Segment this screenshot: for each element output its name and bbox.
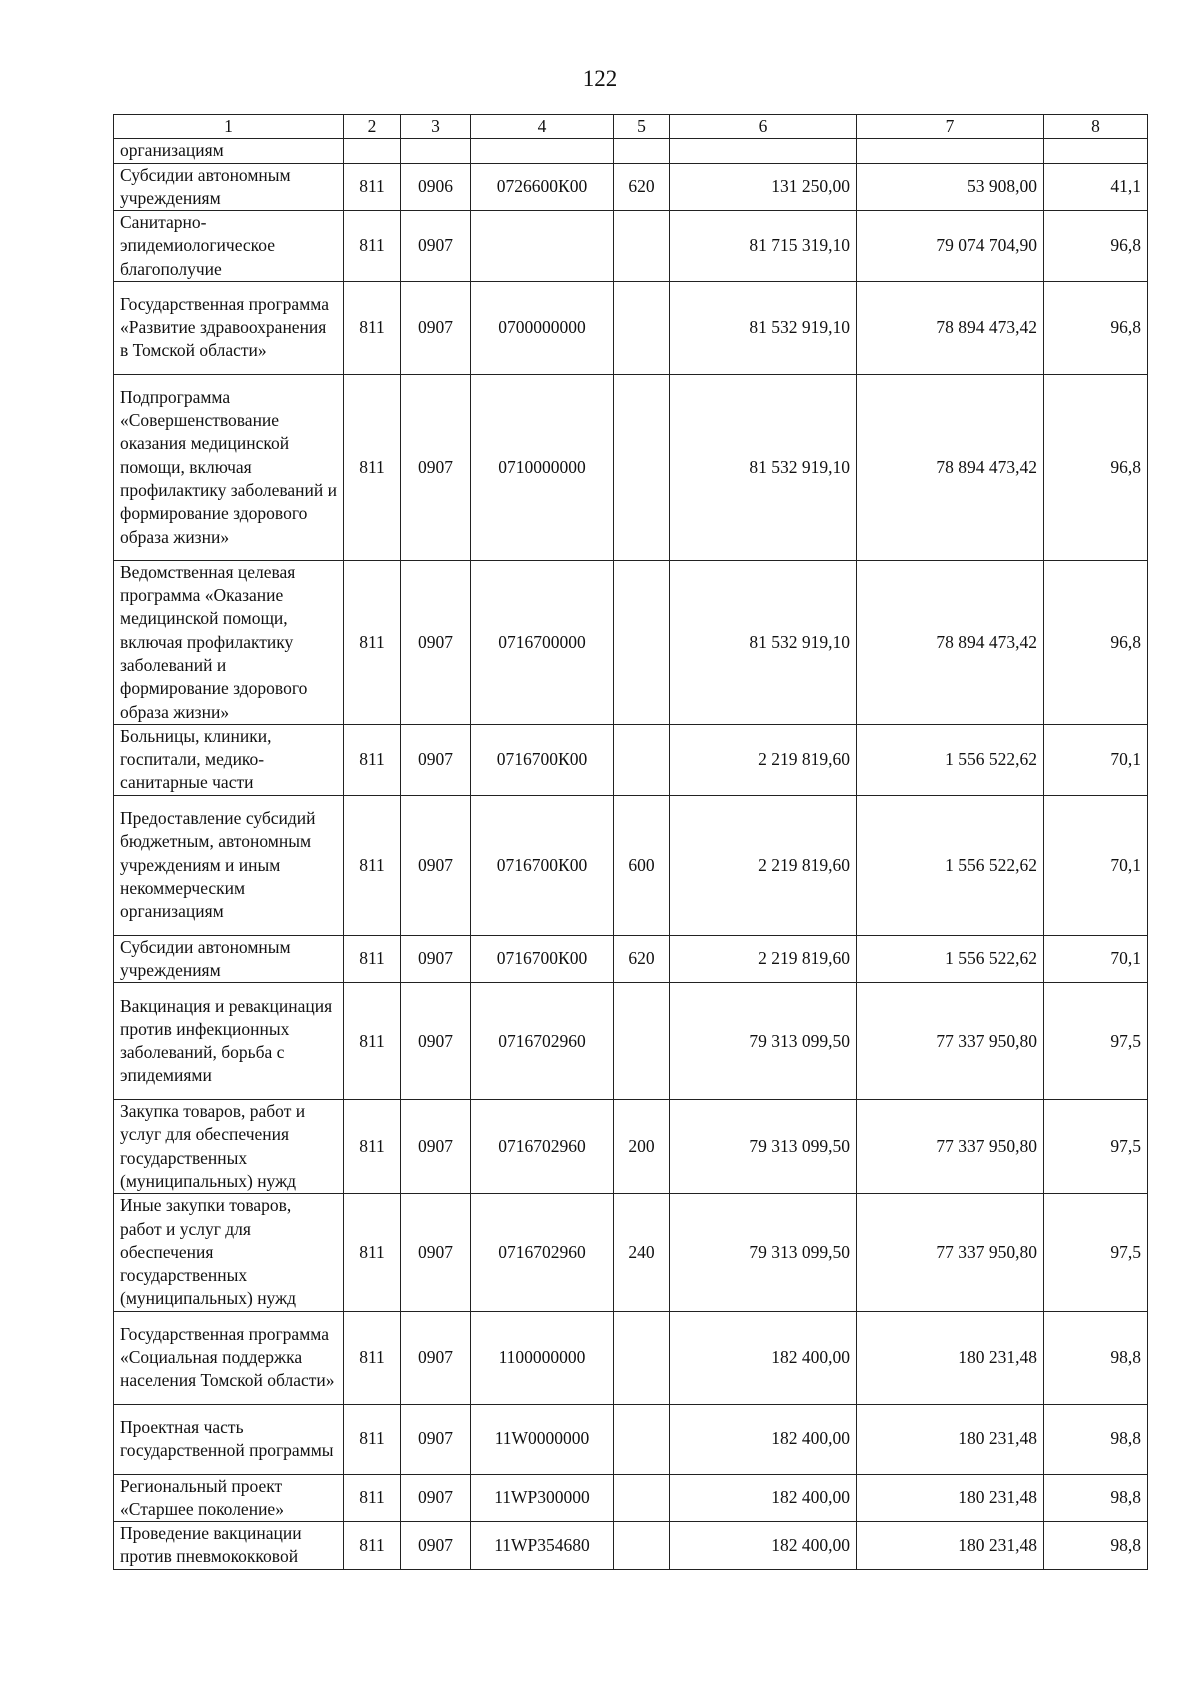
table-row	[114, 935, 1148, 983]
row-col-8: 96,8	[1044, 374, 1148, 560]
row-name: организациям	[114, 139, 344, 163]
row-col-8: 98,8	[1044, 1311, 1148, 1404]
row-col-5: 620	[614, 935, 670, 983]
row-col-6: 182 400,00	[670, 1522, 857, 1570]
row-name: Больницы, клиники, госпитали, медико-санитарные части	[114, 724, 344, 795]
row-col-7: 1 556 522,62	[857, 795, 1044, 935]
row-col-6: 182 400,00	[670, 1474, 857, 1522]
row-col-3: 0907	[401, 1404, 471, 1474]
row-col-7: 78 894 473,42	[857, 281, 1044, 374]
row-col-8: 98,8	[1044, 1522, 1148, 1570]
row-col-7: 77 337 950,80	[857, 1100, 1044, 1194]
page-number: 122	[582, 66, 618, 91]
row-col-8: 97,5	[1044, 1194, 1148, 1311]
row-col-2: 811	[344, 724, 401, 795]
row-col-3: 0907	[401, 983, 471, 1100]
row-col-4	[471, 211, 614, 282]
row-col-8	[1044, 139, 1148, 163]
budget-table	[113, 114, 1148, 1570]
row-name: Подпрограмма «Совершенствование оказания медицинской помощи, включая профилактику заболеваний и формирование здорового образа жизни»	[114, 374, 344, 560]
row-col-8: 70,1	[1044, 724, 1148, 795]
row-col-8: 98,8	[1044, 1404, 1148, 1474]
row-col-3: 0907	[401, 1311, 471, 1404]
row-col-8: 96,8	[1044, 281, 1148, 374]
row-col-8: 98,8	[1044, 1474, 1148, 1522]
row-col-4: 11WP354680	[471, 1522, 614, 1570]
row-col-2: 811	[344, 163, 401, 211]
row-col-4: 0700000000	[471, 281, 614, 374]
table-row	[114, 1474, 1148, 1522]
row-col-5	[614, 983, 670, 1100]
header-cell-6: 6	[670, 115, 857, 139]
row-name: Субсидии автономным учреждениям	[114, 163, 344, 211]
table-row	[114, 281, 1148, 374]
row-col-3: 0907	[401, 211, 471, 282]
row-col-4: 0716702960	[471, 1194, 614, 1311]
row-col-4: 0716700К00	[471, 795, 614, 935]
row-col-5	[614, 1311, 670, 1404]
table-row	[114, 560, 1148, 724]
row-col-8: 70,1	[1044, 795, 1148, 935]
row-name: Проведение вакцинации против пневмококковой	[114, 1522, 344, 1570]
row-col-2: 811	[344, 374, 401, 560]
row-col-2: 811	[344, 211, 401, 282]
row-col-3: 0907	[401, 724, 471, 795]
row-col-2: 811	[344, 1404, 401, 1474]
row-col-7: 77 337 950,80	[857, 983, 1044, 1100]
row-col-2: 811	[344, 1474, 401, 1522]
row-name: Региональный проект «Старшее поколение»	[114, 1474, 344, 1522]
row-col-5	[614, 374, 670, 560]
row-col-7: 180 231,48	[857, 1404, 1044, 1474]
row-col-6: 79 313 099,50	[670, 1194, 857, 1311]
row-name: Субсидии автономным учреждениям	[114, 935, 344, 983]
row-col-7: 78 894 473,42	[857, 374, 1044, 560]
row-col-4	[471, 139, 614, 163]
row-col-5: 200	[614, 1100, 670, 1194]
row-col-3: 0907	[401, 1474, 471, 1522]
row-name: Санитарно-эпидемиологическое благополучие	[114, 211, 344, 282]
row-col-2: 811	[344, 1522, 401, 1570]
row-col-4: 0716702960	[471, 983, 614, 1100]
row-col-7: 77 337 950,80	[857, 1194, 1044, 1311]
row-col-2: 811	[344, 935, 401, 983]
row-col-4: 1100000000	[471, 1311, 614, 1404]
table-row	[114, 1194, 1148, 1311]
header-cell-4: 4	[471, 115, 614, 139]
row-col-2: 811	[344, 1311, 401, 1404]
table-row	[114, 1522, 1148, 1570]
row-col-7: 1 556 522,62	[857, 935, 1044, 983]
header-row	[114, 115, 1148, 139]
row-col-8: 41,1	[1044, 163, 1148, 211]
row-col-2: 811	[344, 1100, 401, 1194]
table-row	[114, 1100, 1148, 1194]
table-row	[114, 163, 1148, 211]
table-row	[114, 211, 1148, 282]
row-name: Предоставление субсидий бюджетным, автономным учреждениям и иным некоммерческим организациям	[114, 795, 344, 935]
row-col-4: 0716700К00	[471, 724, 614, 795]
header-cell-1: 1	[114, 115, 344, 139]
row-col-7	[857, 139, 1044, 163]
header-cell-7: 7	[857, 115, 1044, 139]
row-col-7: 180 231,48	[857, 1474, 1044, 1522]
table-row	[114, 1404, 1148, 1474]
row-col-6: 182 400,00	[670, 1311, 857, 1404]
table-row	[114, 724, 1148, 795]
row-col-6: 2 219 819,60	[670, 795, 857, 935]
row-col-6: 182 400,00	[670, 1404, 857, 1474]
row-name: Ведомственная целевая программа «Оказание медицинской помощи, включая профилактику заболеваний и формирование здорового образа жизни»	[114, 560, 344, 724]
row-col-4: 0716700000	[471, 560, 614, 724]
row-col-4: 11W0000000	[471, 1404, 614, 1474]
row-col-5: 240	[614, 1194, 670, 1311]
row-col-4: 0716700К00	[471, 935, 614, 983]
row-col-3: 0907	[401, 935, 471, 983]
row-col-6: 2 219 819,60	[670, 724, 857, 795]
row-col-4: 0726600К00	[471, 163, 614, 211]
row-col-5	[614, 281, 670, 374]
row-col-6	[670, 139, 857, 163]
row-col-3: 0907	[401, 281, 471, 374]
row-col-8: 97,5	[1044, 983, 1148, 1100]
row-col-5	[614, 1404, 670, 1474]
row-col-3: 0907	[401, 374, 471, 560]
row-col-5	[614, 211, 670, 282]
table-row	[114, 1311, 1148, 1404]
row-col-4: 11WP300000	[471, 1474, 614, 1522]
row-col-6: 81 532 919,10	[670, 374, 857, 560]
row-col-5: 600	[614, 795, 670, 935]
row-col-7: 180 231,48	[857, 1522, 1044, 1570]
row-col-7: 180 231,48	[857, 1311, 1044, 1404]
row-col-3: 0907	[401, 1522, 471, 1570]
row-col-6: 81 715 319,10	[670, 211, 857, 282]
row-col-4: 0716702960	[471, 1100, 614, 1194]
row-col-6: 81 532 919,10	[670, 281, 857, 374]
header-cell-2: 2	[344, 115, 401, 139]
row-col-5	[614, 139, 670, 163]
row-col-6: 131 250,00	[670, 163, 857, 211]
row-name: Государственная программа «Развитие здравоохранения в Томской области»	[114, 281, 344, 374]
row-col-6: 2 219 819,60	[670, 935, 857, 983]
row-col-3: 0907	[401, 795, 471, 935]
row-col-7: 53 908,00	[857, 163, 1044, 211]
header-cell-8: 8	[1044, 115, 1148, 139]
row-col-2: 811	[344, 560, 401, 724]
row-col-4: 0710000000	[471, 374, 614, 560]
row-col-2: 811	[344, 1194, 401, 1311]
row-name: Государственная программа «Социальная поддержка населения Томской области»	[114, 1311, 344, 1404]
row-col-5	[614, 1474, 670, 1522]
row-col-8: 96,8	[1044, 560, 1148, 724]
row-name: Закупка товаров, работ и услуг для обеспечения государственных (муниципальных) нужд	[114, 1100, 344, 1194]
table-row	[114, 983, 1148, 1100]
row-col-5: 620	[614, 163, 670, 211]
row-col-2: 811	[344, 281, 401, 374]
row-col-6: 79 313 099,50	[670, 1100, 857, 1194]
header-cell-3: 3	[401, 115, 471, 139]
row-name: Проектная часть государственной программы	[114, 1404, 344, 1474]
table-row	[114, 374, 1148, 560]
row-col-3	[401, 139, 471, 163]
row-col-8: 97,5	[1044, 1100, 1148, 1194]
header-cell-5: 5	[614, 115, 670, 139]
row-col-2: 811	[344, 983, 401, 1100]
row-col-3: 0907	[401, 1194, 471, 1311]
table-row	[114, 795, 1148, 935]
row-col-3: 0907	[401, 1100, 471, 1194]
row-col-3: 0907	[401, 560, 471, 724]
table-row	[114, 139, 1148, 163]
row-col-5	[614, 560, 670, 724]
row-col-7: 79 074 704,90	[857, 211, 1044, 282]
row-col-6: 81 532 919,10	[670, 560, 857, 724]
row-col-6: 79 313 099,50	[670, 983, 857, 1100]
row-col-2: 811	[344, 795, 401, 935]
row-name: Иные закупки товаров, работ и услуг для обеспечения государственных (муниципальных) нужд	[114, 1194, 344, 1311]
row-col-8: 96,8	[1044, 211, 1148, 282]
row-col-7: 78 894 473,42	[857, 560, 1044, 724]
row-col-7: 1 556 522,62	[857, 724, 1044, 795]
row-col-5	[614, 1522, 670, 1570]
row-name: Вакцинация и ревакцинация против инфекционных заболеваний, борьба с эпидемиями	[114, 983, 344, 1100]
row-col-3: 0906	[401, 163, 471, 211]
row-col-5	[614, 724, 670, 795]
row-col-8: 70,1	[1044, 935, 1148, 983]
row-col-2	[344, 139, 401, 163]
